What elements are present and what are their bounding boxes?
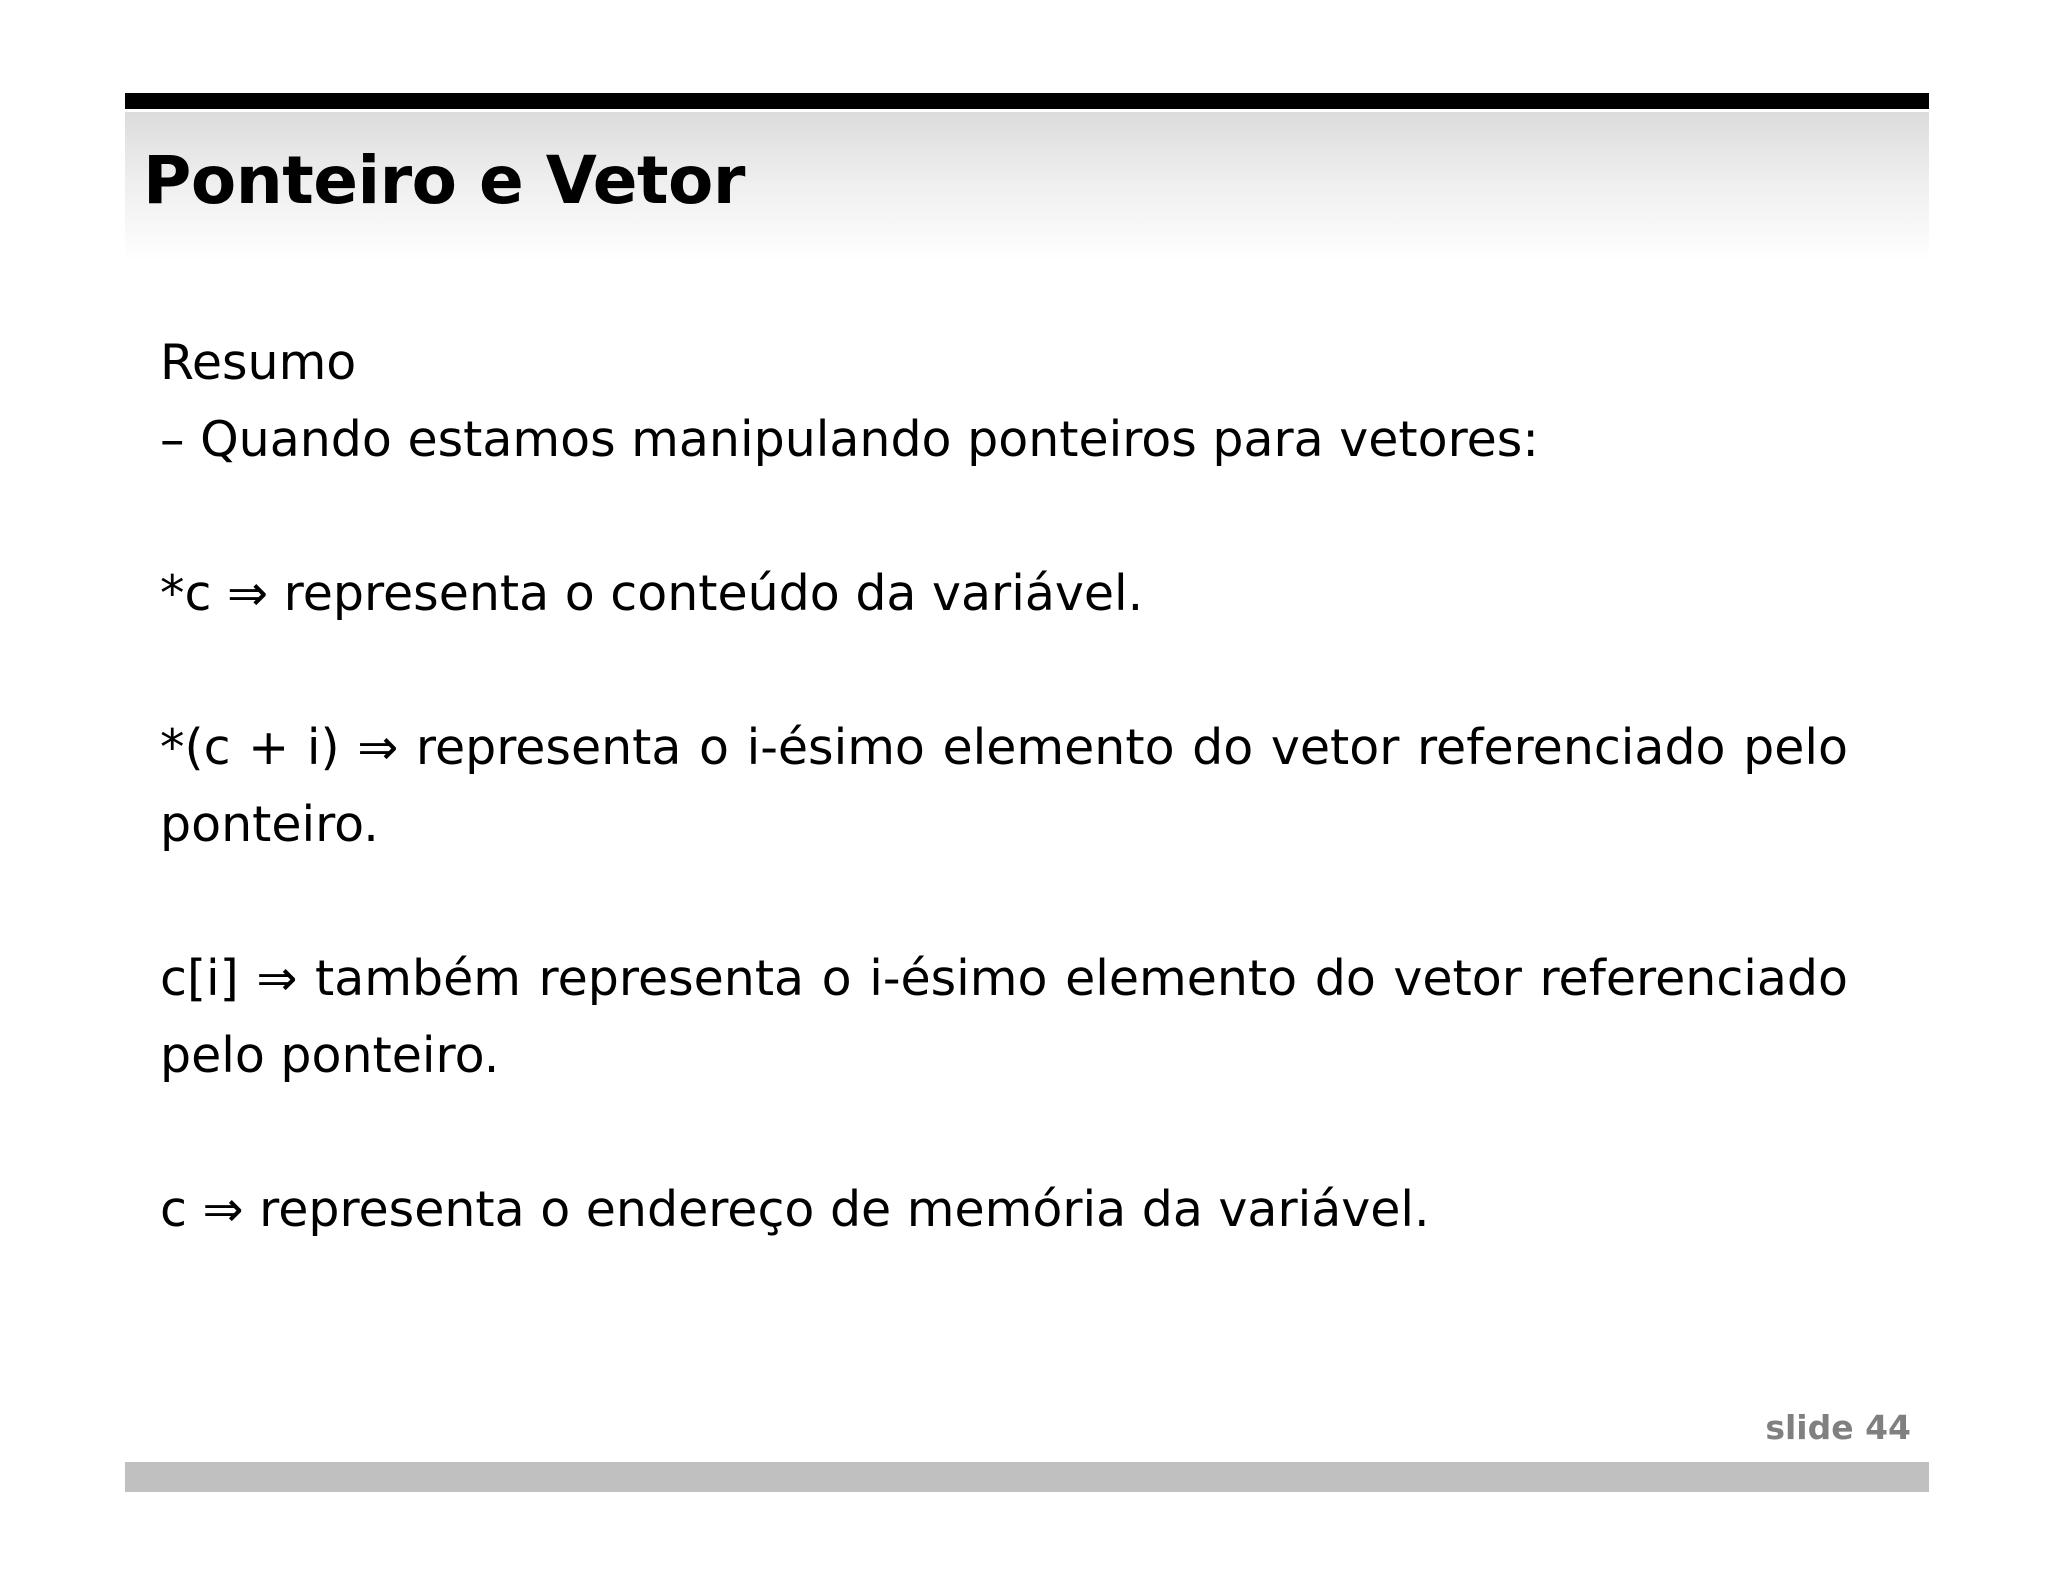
section-heading: Resumo [160, 334, 357, 391]
footer-bar [125, 1462, 1929, 1492]
slide-number: slide 44 [1765, 1408, 1911, 1447]
item-array-index: c[i] ⇒ também representa o i-ésimo elemento do vetor referenciado pelo ponteiro. [160, 950, 1848, 1084]
spacer [160, 478, 1848, 555]
title-top-rule [125, 93, 1929, 109]
spacer [160, 1094, 1848, 1171]
spacer [160, 632, 1848, 709]
item-content-dereference: *c ⇒ representa o conteúdo da variável. [160, 565, 1144, 622]
slide-title: Ponteiro e Vetor [143, 142, 745, 219]
item-pointer-offset: *(c + i) ⇒ representa o i-ésimo elemento do vetor referenciado pelo ponteiro. [160, 719, 1848, 853]
intro-text: – Quando estamos manipulando ponteiros para vetores: [160, 411, 1539, 468]
slide-body [160, 324, 1848, 1248]
item-address: c ⇒ representa o endereço de memória da variável. [160, 1181, 1430, 1238]
spacer [160, 863, 1848, 940]
